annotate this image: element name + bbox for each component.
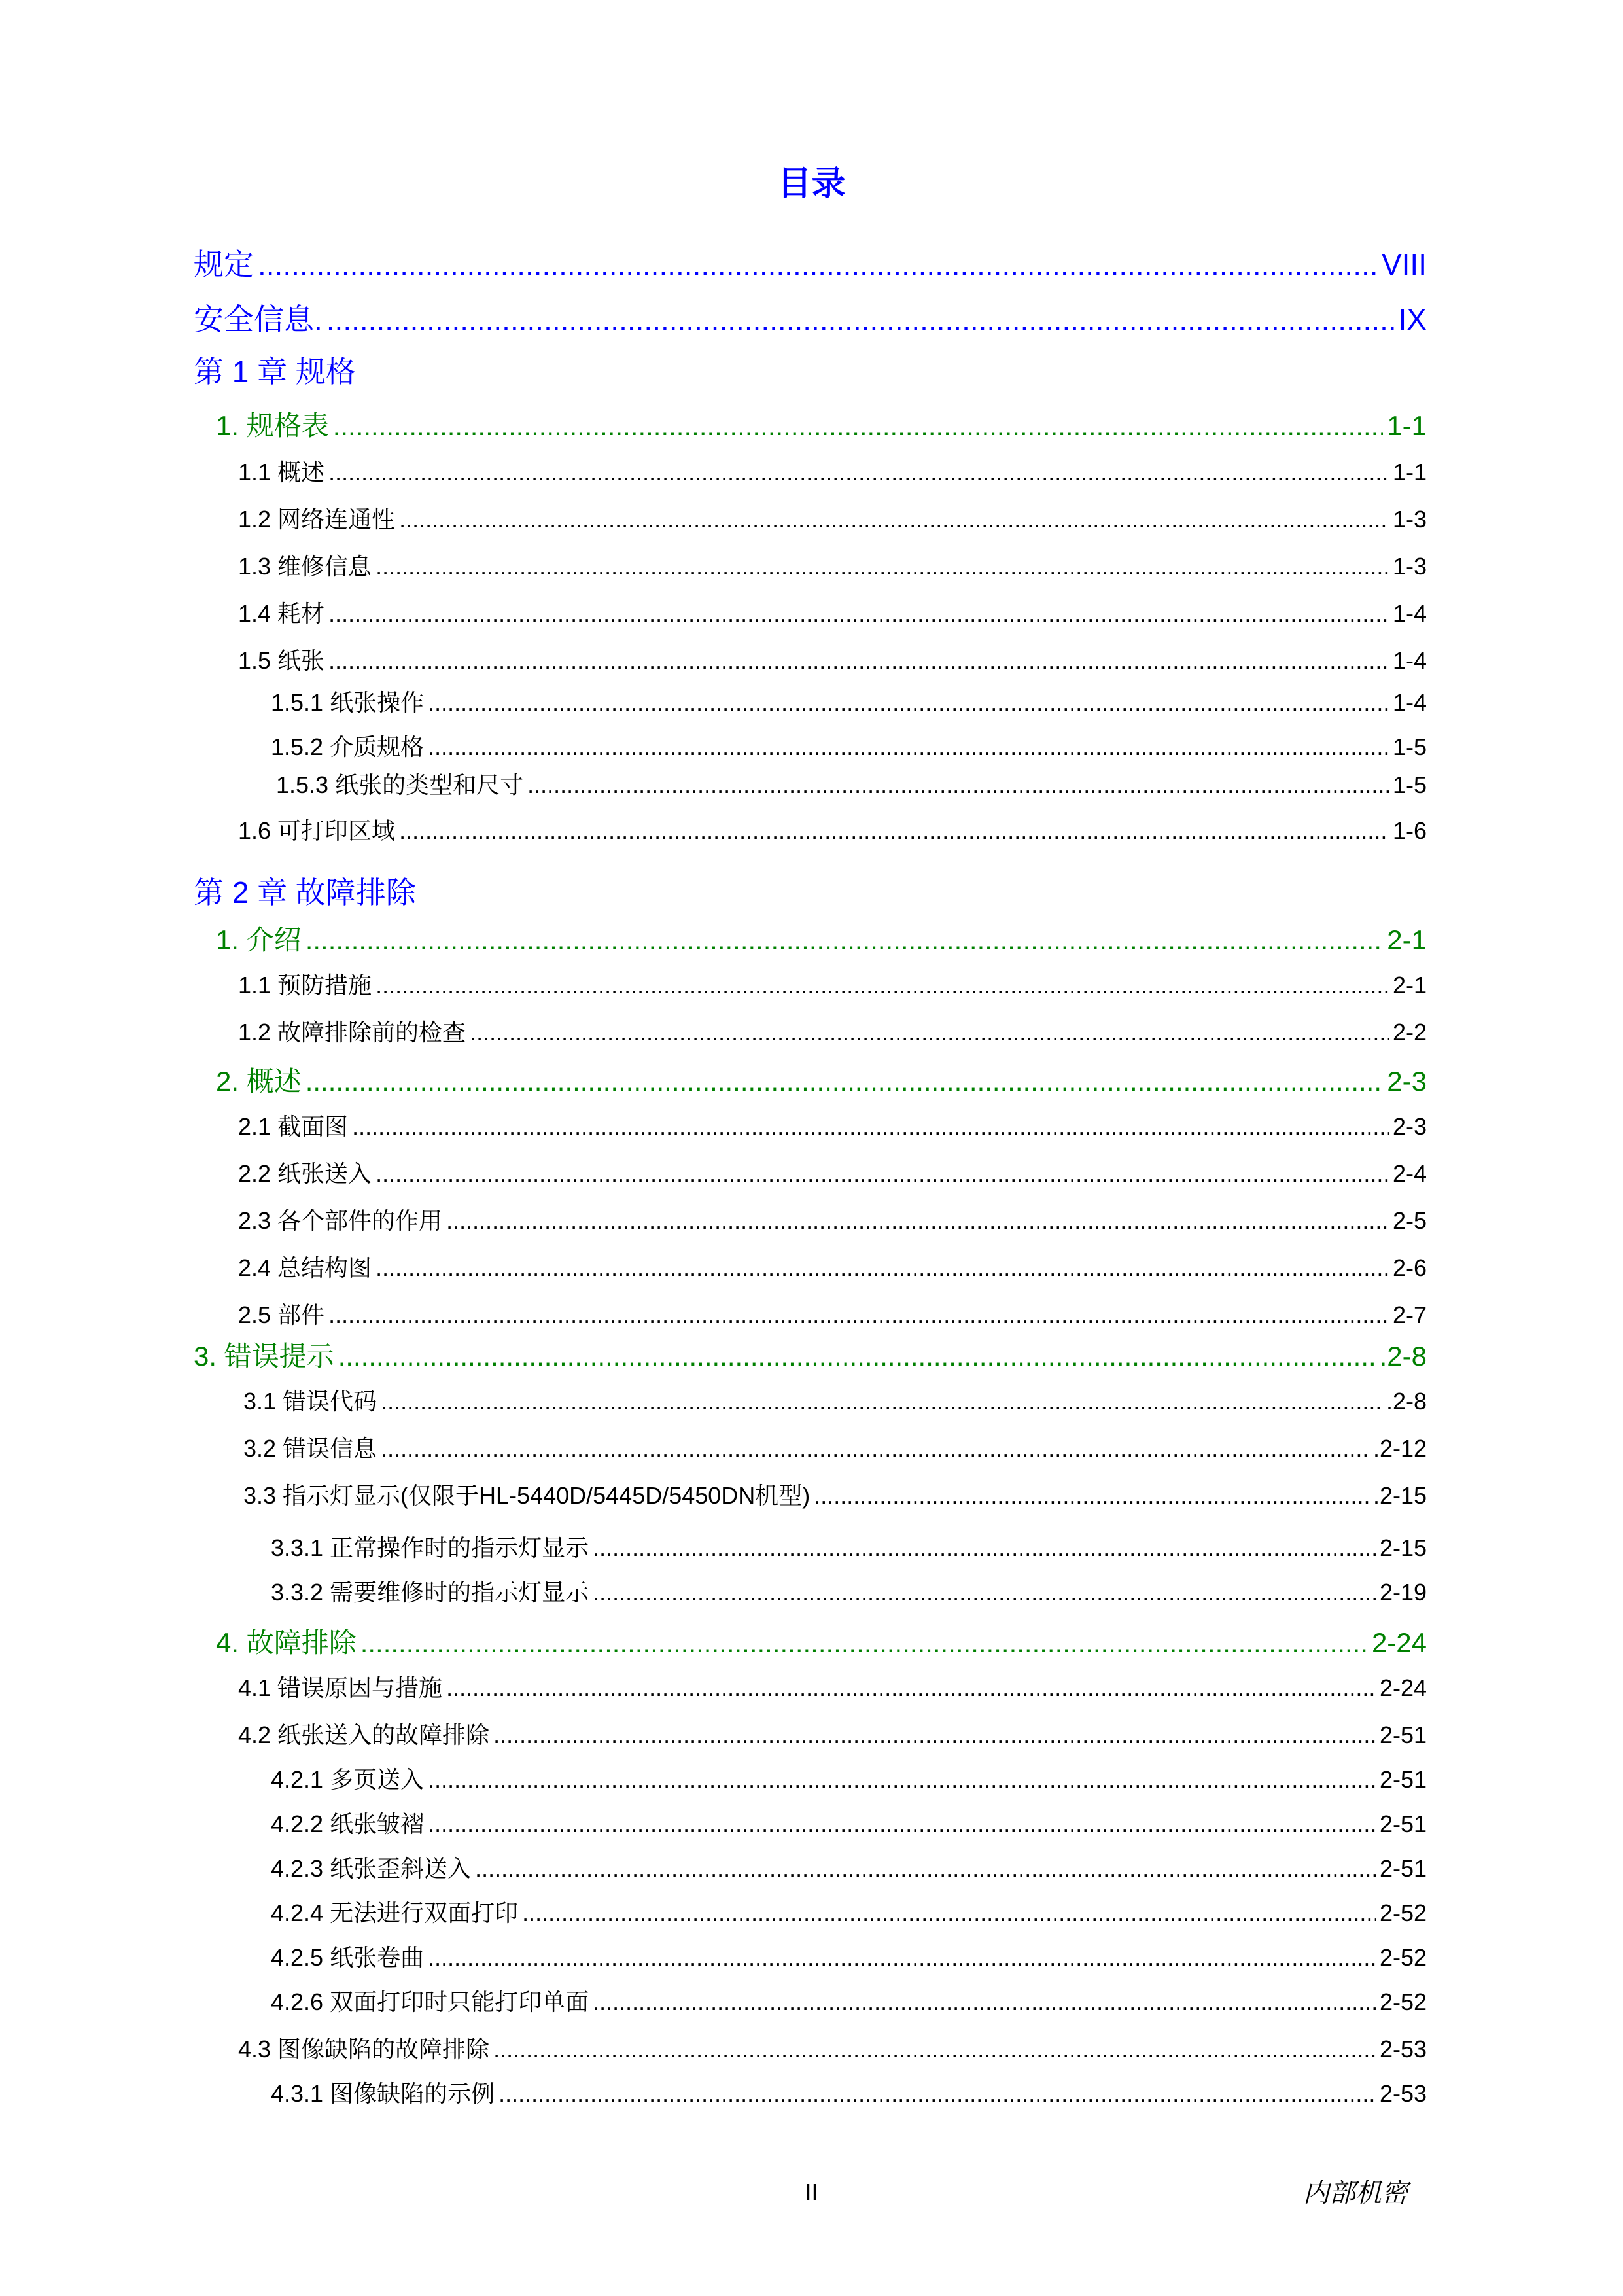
toc-label: 4. 故障排除 xyxy=(216,1627,357,1658)
toc-page: 2-1 xyxy=(1387,925,1427,955)
dot-leader xyxy=(338,1341,1376,1372)
toc-page: 2-51 xyxy=(1379,1855,1427,1882)
dot-leader xyxy=(814,1482,1369,1510)
dot-leader xyxy=(522,1899,1376,1927)
toc-label: 规定 xyxy=(194,247,254,281)
toc-subsubsection[interactable] xyxy=(271,1850,1427,1884)
toc-label: 3. 错误提示 xyxy=(194,1341,334,1371)
toc-subsection[interactable] xyxy=(238,1297,1427,1330)
toc-subsubsection[interactable] xyxy=(271,1984,1427,2017)
toc-subsubsection[interactable] xyxy=(276,767,1427,800)
toc-page: 1-1 xyxy=(1392,459,1427,486)
dot-leader xyxy=(428,1944,1376,1971)
toc-label: 2.3 各个部件的作用 xyxy=(238,1207,443,1234)
toc-section[interactable] xyxy=(216,919,1427,958)
dot-leader xyxy=(475,1855,1376,1882)
toc-subsection[interactable] xyxy=(238,1670,1427,1703)
dot-leader xyxy=(446,1207,1389,1235)
dot-leader xyxy=(381,1388,1382,1415)
toc-label: 安全信息. xyxy=(194,302,323,336)
dot-leader xyxy=(428,1810,1376,1838)
toc-entry-regulations[interactable] xyxy=(194,241,1427,284)
confidential-mark: 内部机密 xyxy=(1303,2178,1408,2208)
toc-subsection[interactable] xyxy=(243,1383,1427,1417)
page-title: 目录 xyxy=(777,165,846,203)
toc-label: 4.3 图像缺陷的故障排除 xyxy=(238,2036,490,2062)
toc-subsection[interactable] xyxy=(238,1717,1427,1750)
toc-label: 1.6 可打印区域 xyxy=(238,817,396,844)
chapter-2-heading[interactable]: 第 2 章 故障排除 xyxy=(194,875,416,910)
dot-leader xyxy=(428,733,1389,761)
toc-page: 2-19 xyxy=(1379,1579,1427,1606)
dot-leader xyxy=(470,1019,1389,1046)
toc-section[interactable] xyxy=(216,1621,1427,1661)
toc-page: .2-8 xyxy=(1386,1388,1427,1415)
toc-label: 4.2.2 纸张皱褶 xyxy=(271,1810,425,1837)
toc-page: 2-53 xyxy=(1379,2036,1427,2062)
toc-section[interactable] xyxy=(216,404,1427,444)
toc-label: 1.5 纸张 xyxy=(238,647,325,674)
toc-page: 1-3 xyxy=(1392,553,1427,580)
dot-leader xyxy=(381,1435,1369,1462)
toc-page: 2-1 xyxy=(1392,972,1427,998)
toc-page: 1-4 xyxy=(1392,689,1427,716)
toc-page: 2-51 xyxy=(1379,1810,1427,1837)
toc-label: 2.1 截面图 xyxy=(238,1113,349,1140)
toc-label: 1.5.1 纸张操作 xyxy=(271,689,425,716)
dot-leader xyxy=(333,410,1384,442)
dot-leader xyxy=(305,925,1384,956)
dot-leader xyxy=(493,1722,1376,1749)
toc-page: 1-5 xyxy=(1392,733,1427,760)
toc-label: 2. 概述 xyxy=(216,1066,302,1097)
toc-subsubsection[interactable] xyxy=(271,684,1427,718)
toc-page: IX xyxy=(1398,302,1427,336)
toc-page: 2-51 xyxy=(1379,1766,1427,1793)
toc-subsection[interactable] xyxy=(243,1477,1427,1511)
toc-entry-safety[interactable] xyxy=(194,296,1427,339)
dot-leader xyxy=(305,1066,1384,1097)
toc-label: 4.1 错误原因与措施 xyxy=(238,1674,443,1701)
toc-page: 2-6 xyxy=(1392,1254,1427,1281)
toc-page: .2-12 xyxy=(1372,1435,1427,1462)
dot-leader xyxy=(326,302,1395,337)
toc-label: 2.5 部件 xyxy=(238,1301,325,1328)
toc-page: 1-1 xyxy=(1387,410,1427,441)
toc-subsection[interactable] xyxy=(238,595,1427,629)
toc-page: VIII xyxy=(1381,247,1427,281)
toc-subsection[interactable] xyxy=(238,1014,1427,1048)
toc-page: 1-4 xyxy=(1392,600,1427,627)
toc-subsection[interactable] xyxy=(238,548,1427,582)
dot-leader xyxy=(352,1113,1389,1140)
toc-page: 2-7 xyxy=(1392,1301,1427,1328)
toc-label: 4.2.5 纸张卷曲 xyxy=(271,1944,425,1971)
dot-leader xyxy=(493,2036,1376,2063)
dot-leader xyxy=(399,817,1389,845)
toc-page: .2-15 xyxy=(1372,1482,1427,1509)
dot-leader xyxy=(375,972,1389,999)
dot-leader xyxy=(593,1579,1376,1606)
toc-label: 4.2.1 多页送入 xyxy=(271,1766,425,1793)
toc-page: 2-53 xyxy=(1379,2080,1427,2107)
dot-leader xyxy=(375,1160,1389,1188)
toc-label: 3.2 错误信息 xyxy=(243,1435,377,1462)
toc-page: 2-2 xyxy=(1392,1019,1427,1046)
toc-label: 4.3.1 图像缺陷的示例 xyxy=(271,2080,495,2107)
dot-leader xyxy=(446,1674,1376,1702)
dot-leader xyxy=(328,600,1389,627)
page-number: II xyxy=(805,2179,818,2206)
toc-page: 2-24 xyxy=(1379,1674,1427,1701)
toc-subsubsection[interactable] xyxy=(271,729,1427,762)
toc-subsubsection[interactable] xyxy=(271,1530,1427,1563)
toc-page: 2-51 xyxy=(1379,1722,1427,1748)
toc-subsection[interactable] xyxy=(238,813,1427,846)
toc-label: 1.2 故障排除前的检查 xyxy=(238,1019,466,1046)
toc-label: 1.1 预防措施 xyxy=(238,972,372,998)
toc-subsection[interactable] xyxy=(238,967,1427,1000)
toc-subsection[interactable] xyxy=(238,1108,1427,1142)
toc-label: 1.5.2 介质规格 xyxy=(271,733,425,760)
toc-label: 3.3.2 需要维修时的指示灯显示 xyxy=(271,1579,589,1606)
toc-label: 1. 规格表 xyxy=(216,410,329,441)
toc-subsection[interactable] xyxy=(238,501,1427,535)
toc-label: 3.3 指示灯显示(仅限于HL-5440D/5445D/5450DN机型) xyxy=(243,1482,811,1509)
toc-subsection[interactable] xyxy=(243,1430,1427,1464)
toc-page: 1-6 xyxy=(1392,817,1427,844)
toc-page: 2-3 xyxy=(1392,1113,1427,1140)
toc-subsubsection[interactable] xyxy=(271,2075,1427,2109)
toc-subsubsection[interactable] xyxy=(271,1761,1427,1795)
toc-page: 1-3 xyxy=(1392,506,1427,533)
toc-page: 2-24 xyxy=(1371,1627,1427,1658)
toc-label: 4.2.3 纸张歪斜送入 xyxy=(271,1855,472,1882)
toc-subsubsection[interactable] xyxy=(271,1806,1427,1839)
dot-leader xyxy=(360,1627,1368,1659)
toc-section[interactable] xyxy=(194,1335,1427,1374)
toc-page: 2-52 xyxy=(1379,1988,1427,2015)
toc-label: 3.3.1 正常操作时的指示灯显示 xyxy=(271,1534,589,1561)
dot-leader xyxy=(328,1301,1389,1329)
dot-leader xyxy=(328,647,1389,675)
dot-leader xyxy=(375,1254,1389,1282)
toc-subsubsection[interactable] xyxy=(271,1895,1427,1928)
dot-leader xyxy=(258,247,1378,282)
toc-subsection[interactable] xyxy=(238,2031,1427,2064)
dot-leader xyxy=(428,689,1389,716)
toc-label: 4.2.6 双面打印时只能打印单面 xyxy=(271,1988,589,2015)
toc-page: 2-3 xyxy=(1387,1066,1427,1097)
toc-label: 3.1 错误代码 xyxy=(243,1388,377,1415)
toc-label: 1.1 概述 xyxy=(238,459,325,486)
toc-page: 2-52 xyxy=(1379,1944,1427,1971)
dot-leader xyxy=(498,2080,1376,2108)
toc-label: 1. 介绍 xyxy=(216,925,302,955)
toc-page: 2-4 xyxy=(1392,1160,1427,1187)
toc-subsection[interactable] xyxy=(238,1203,1427,1236)
toc-section[interactable] xyxy=(216,1060,1427,1099)
toc-subsection[interactable] xyxy=(238,1250,1427,1283)
dot-leader xyxy=(328,459,1389,486)
toc-label: 4.2.4 无法进行双面打印 xyxy=(271,1899,519,1926)
toc-page: 2-52 xyxy=(1379,1899,1427,1926)
toc-page: 2-15 xyxy=(1379,1534,1427,1561)
dot-leader xyxy=(593,1988,1376,2016)
chapter-1-heading[interactable]: 第 1 章 规格 xyxy=(194,355,356,389)
toc-subsection[interactable] xyxy=(238,643,1427,676)
toc-label: 1.2 网络连通性 xyxy=(238,506,396,533)
toc-subsection[interactable] xyxy=(238,1156,1427,1189)
dot-leader xyxy=(399,506,1389,533)
toc-page: 1-5 xyxy=(1392,771,1427,798)
toc-page: 1-4 xyxy=(1392,647,1427,674)
toc-label: 1.4 耗材 xyxy=(238,600,325,627)
dot-leader xyxy=(527,771,1389,799)
toc-label: 4.2 纸张送入的故障排除 xyxy=(238,1722,490,1748)
toc-page: .2-8 xyxy=(1379,1341,1427,1371)
toc-subsubsection[interactable] xyxy=(271,1574,1427,1608)
dot-leader xyxy=(428,1766,1376,1793)
toc-label: 2.4 总结构图 xyxy=(238,1254,372,1281)
toc-subsubsection[interactable] xyxy=(271,1939,1427,1973)
dot-leader xyxy=(593,1534,1376,1562)
toc-label: 1.5.3 纸张的类型和尺寸 xyxy=(276,771,524,798)
toc-label: 2.2 纸张送入 xyxy=(238,1160,372,1187)
toc-label: 1.3 维修信息 xyxy=(238,553,372,580)
dot-leader xyxy=(375,553,1389,580)
toc-page: 2-5 xyxy=(1392,1207,1427,1234)
toc-subsection[interactable] xyxy=(238,454,1427,487)
